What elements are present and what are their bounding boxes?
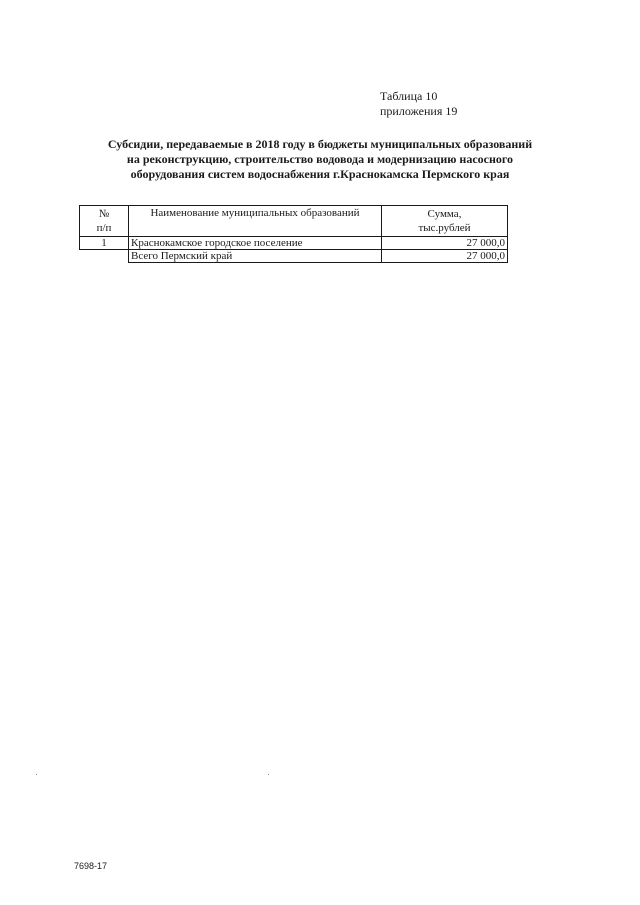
scan-speck (36, 774, 37, 775)
title-line-2: на реконструкцию, строительство водовода и модернизацию насосного (126, 152, 514, 166)
document-title (70, 137, 570, 182)
total-label: Всего Пермский край (129, 250, 382, 263)
row-number: 1 (80, 237, 129, 250)
total-sum: 27 000,0 (382, 250, 508, 263)
column-header-name: Наименование муниципальных образований (129, 206, 382, 237)
column-header-sum (382, 206, 508, 237)
column-header-sum-line-1: Сумма, (427, 208, 462, 220)
table-total-row (80, 250, 508, 263)
total-number-cell (80, 250, 129, 263)
subsidy-table (79, 205, 508, 263)
title-line-1: Субсидии, передаваемые в 2018 году в бюджеты муниципальных образований (107, 137, 533, 151)
row-municipality-name: Краснокамское городское поселение (129, 237, 382, 250)
column-header-number (80, 206, 129, 237)
scan-speck (268, 774, 269, 775)
column-header-sum-line-2: тыс.рублей (418, 222, 471, 234)
appendix-number: приложения 19 (380, 104, 458, 118)
table-reference (380, 89, 457, 119)
title-line-3: оборудования систем водоснабжения г.Краснокамска Пермского края (130, 167, 510, 181)
row-sum: 27 000,0 (382, 237, 508, 250)
document-code: 7698-17 (74, 861, 108, 871)
table-row (80, 237, 508, 250)
column-header-number-line-1: № (98, 208, 110, 220)
table-header-row (80, 206, 508, 237)
table-number: Таблица 10 (380, 89, 438, 103)
column-header-number-line-2: п/п (96, 222, 112, 234)
